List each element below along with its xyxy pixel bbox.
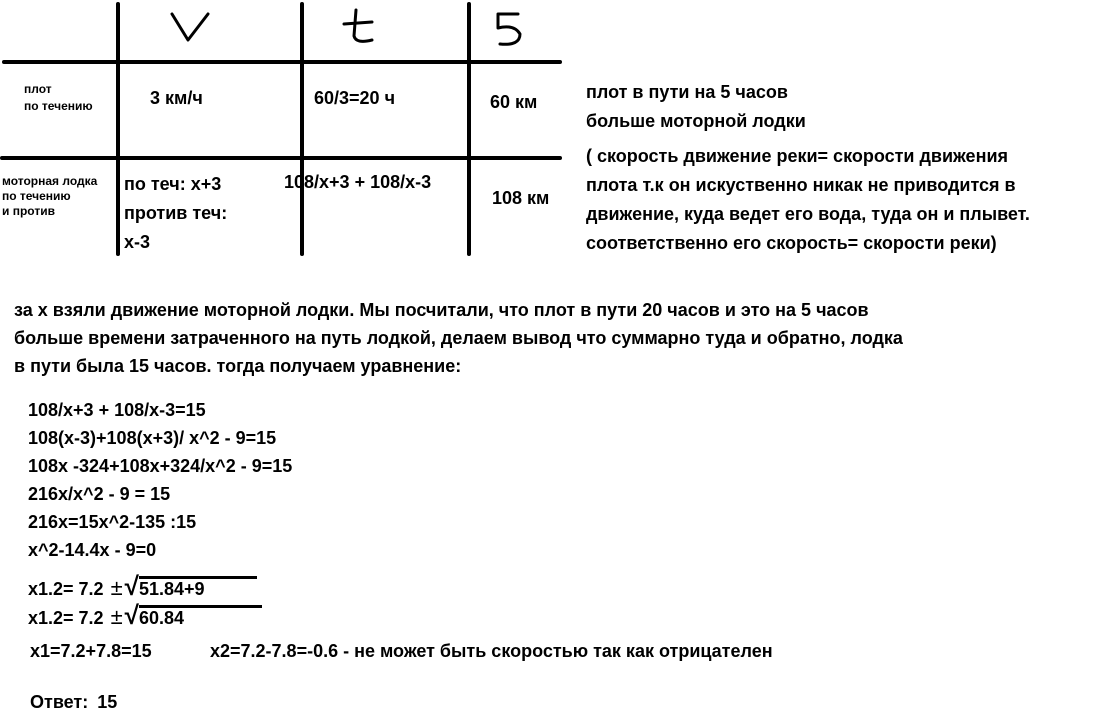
equation-line: 216x/x^2 - 9 = 15 bbox=[28, 484, 171, 504]
equation-line: 108(x-3)+108(x+3)/ x^2 - 9=15 bbox=[28, 428, 277, 448]
header-s bbox=[495, 8, 496, 9]
equation-line: 216x=15x^2-135 :15 bbox=[28, 512, 197, 532]
answer-label: Ответ: bbox=[30, 692, 89, 712]
answer bbox=[30, 688, 117, 716]
header-v bbox=[150, 8, 151, 9]
side-note-line: соответственно его скорость= скорости реки) bbox=[586, 233, 997, 253]
sqrt-sign: √ bbox=[124, 600, 139, 630]
row2-label-line: и против bbox=[2, 204, 55, 218]
root-line-2 bbox=[28, 601, 262, 632]
paragraph-line: за x взяли движение моторной лодки. Мы посчитали, что плот в пути 20 часов и это на 5 часов bbox=[14, 300, 869, 320]
row1-label-line: по течению bbox=[24, 99, 93, 113]
row2-label-line: по течению bbox=[2, 189, 71, 203]
answer-value: 15 bbox=[97, 692, 118, 712]
row2-label-line: моторная лодка bbox=[2, 174, 98, 188]
side-note-line: ( скорость движение реки= скорости движения bbox=[586, 146, 1009, 166]
equation-line: 108x -324+108x+324/x^2 - 9=15 bbox=[28, 456, 293, 476]
equation-line: 108/x+3 + 108/x-3=15 bbox=[28, 400, 206, 420]
row1-v: 3 км/ч bbox=[150, 88, 203, 108]
solution-x1: x1=7.2+7.8=15 bbox=[30, 641, 152, 661]
radicand: 51.84+9 bbox=[139, 576, 257, 599]
root-line-1 bbox=[28, 572, 257, 603]
side-note-line: плота т.к он искуственно никак не приводится в bbox=[586, 175, 1016, 195]
header-v-glyph bbox=[172, 14, 208, 40]
side-note-line: движение, куда ведет его вода, туда он и плывет. bbox=[586, 204, 1030, 224]
row2-v-line: по теч: x+3 bbox=[124, 174, 222, 194]
paragraph-line: больше времени затраченного на путь лодкой, делаем вывод что суммарно туда и обратно, лодка bbox=[14, 328, 903, 348]
equation-list bbox=[28, 396, 292, 564]
plus-minus-sign: ± bbox=[110, 575, 123, 600]
solution-x2: x2=7.2-7.8=-0.6 - не может быть скоростью так как отрицателен bbox=[210, 641, 773, 661]
plus-minus-sign: ± bbox=[110, 604, 123, 629]
side-note-line: плот в пути на 5 часов bbox=[586, 82, 788, 102]
equation-line: x^2-14.4x - 9=0 bbox=[28, 540, 157, 560]
row2-s: 108 км bbox=[492, 188, 550, 208]
header-t-glyph bbox=[344, 10, 372, 41]
side-note bbox=[586, 78, 1030, 258]
root-prefix: x1.2= 7.2 bbox=[28, 608, 104, 628]
paragraph-line: в пути была 15 часов. тогда получаем уравнение: bbox=[14, 356, 462, 376]
row2-v-line: против теч: bbox=[124, 203, 228, 223]
row1-s: 60 км bbox=[490, 92, 538, 112]
explanation-paragraph bbox=[14, 296, 903, 380]
radicand: 60.84 bbox=[139, 605, 262, 628]
row1-label-line: плот bbox=[24, 82, 52, 96]
row2-t: 108/x+3 + 108/x-3 bbox=[284, 172, 432, 192]
header-s-glyph bbox=[498, 14, 520, 44]
row2-label bbox=[2, 174, 97, 219]
row1-t: 60/3=20 ч bbox=[314, 88, 396, 108]
row2-v-line: x-3 bbox=[124, 232, 151, 252]
sqrt-sign: √ bbox=[124, 571, 139, 601]
row2-v bbox=[124, 170, 227, 257]
row1-label bbox=[24, 82, 93, 114]
root-prefix: x1.2= 7.2 bbox=[28, 579, 104, 599]
side-note-line: больше моторной лодки bbox=[586, 111, 806, 131]
